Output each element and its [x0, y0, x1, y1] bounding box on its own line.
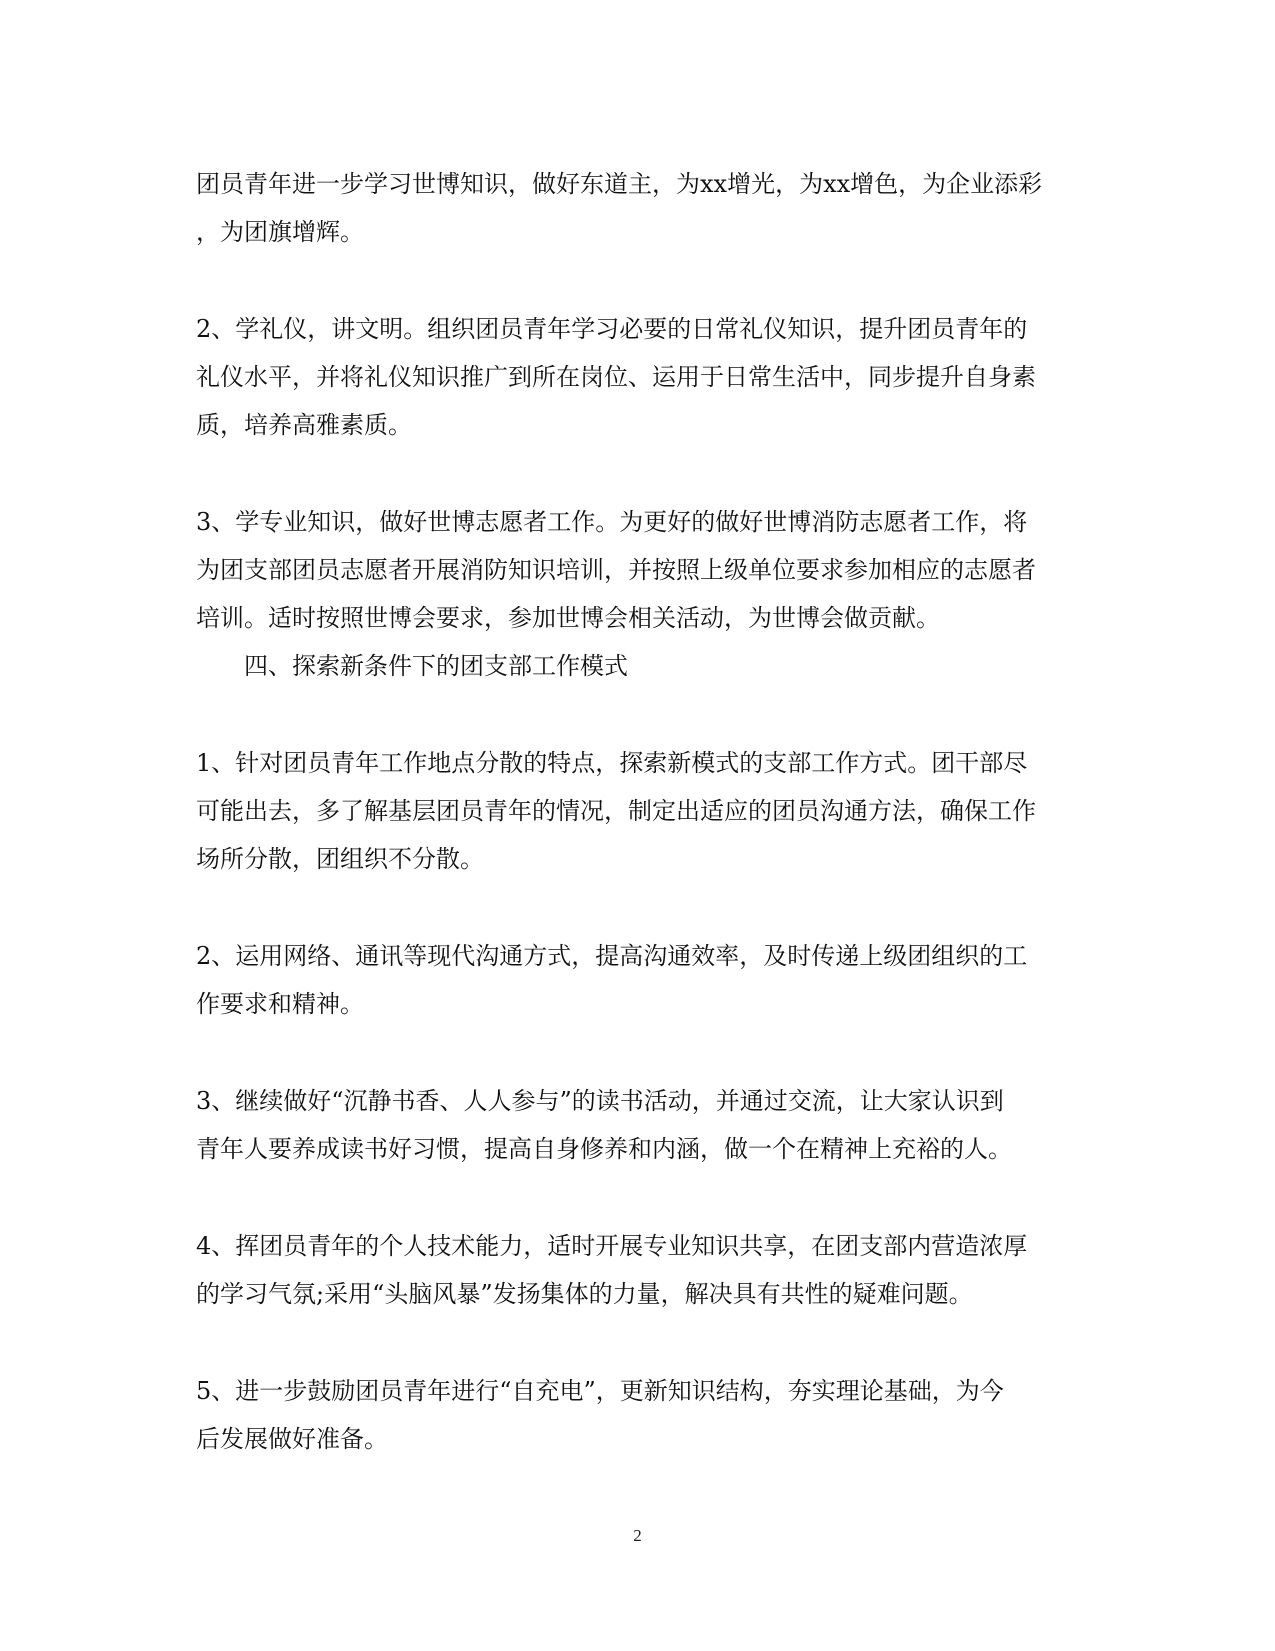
text-line: 团员青年进一步学习世博知识，做好东道主，为xx增光，为xx增色，为企业添彩: [196, 170, 1043, 198]
text-line: 3、继续做好“沉静书香、人人参与”的读书活动，并通过交流，让大家认识到: [196, 1087, 1004, 1115]
text-line: 2、学礼仪，讲文明。组织团员青年学习必要的日常礼仪知识，提升团员青年的: [196, 315, 1028, 343]
paragraph-item-4-2: [196, 932, 1076, 1028]
paragraph-item-3: [196, 498, 1076, 642]
section-4-heading: 四、探索新条件下的团支部工作模式: [244, 652, 628, 680]
paragraph-item-2: [196, 305, 1076, 449]
paragraph-intro-tail: [196, 160, 1076, 256]
text-line: 可能出去，多了解基层团员青年的情况，制定出适应的团员沟通方法，确保工作: [196, 797, 1036, 825]
text-line: 青年人要养成读书好习惯，提高自身修养和内涵，做一个在精神上充裕的人。: [196, 1135, 1012, 1163]
text-line: ，为团旗增辉。: [196, 218, 364, 246]
document-body: [196, 160, 1076, 1463]
text-line: 质，培养高雅素质。: [196, 411, 412, 439]
text-line: 3、学专业知识，做好世博志愿者工作。为更好的做好世博消防志愿者工作，将: [196, 508, 1028, 536]
paragraph-item-4-1: [196, 739, 1076, 883]
text-line: 为团支部团员志愿者开展消防知识培训，并按照上级单位要求参加相应的志愿者: [196, 556, 1036, 584]
text-line: 1、针对团员青年工作地点分散的特点，探索新模式的支部工作方式。团干部尽: [196, 749, 1028, 777]
paragraph-item-4-3: [196, 1077, 1076, 1173]
text-line: 5、进一步鼓励团员青年进行“自充电”，更新知识结构，夯实理论基础，为今: [196, 1377, 1004, 1405]
text-line: 后发展做好准备。: [196, 1425, 388, 1453]
section-heading: [196, 642, 1076, 690]
page-number: 2: [633, 1526, 642, 1545]
text-line: 培训。适时按照世博会要求，参加世博会相关活动，为世博会做贡献。: [196, 604, 940, 632]
text-line: 礼仪水平，并将礼仪知识推广到所在岗位、运用于日常生活中，同步提升自身素: [196, 363, 1036, 391]
text-line: 2、运用网络、通讯等现代沟通方式，提高沟通效率，及时传递上级团组织的工: [196, 942, 1028, 970]
text-line: 场所分散，团组织不分散。: [196, 845, 484, 873]
text-line: 的学习气氛;采用“头脑风暴”发扬集体的力量，解决具有共性的疑难问题。: [196, 1280, 973, 1308]
text-line: 作要求和精神。: [196, 990, 364, 1018]
paragraph-item-4-4: [196, 1222, 1076, 1318]
text-line: 4、挥团员青年的个人技术能力，适时开展专业知识共享，在团支部内营造浓厚: [196, 1232, 1028, 1260]
paragraph-item-4-5: [196, 1367, 1076, 1463]
